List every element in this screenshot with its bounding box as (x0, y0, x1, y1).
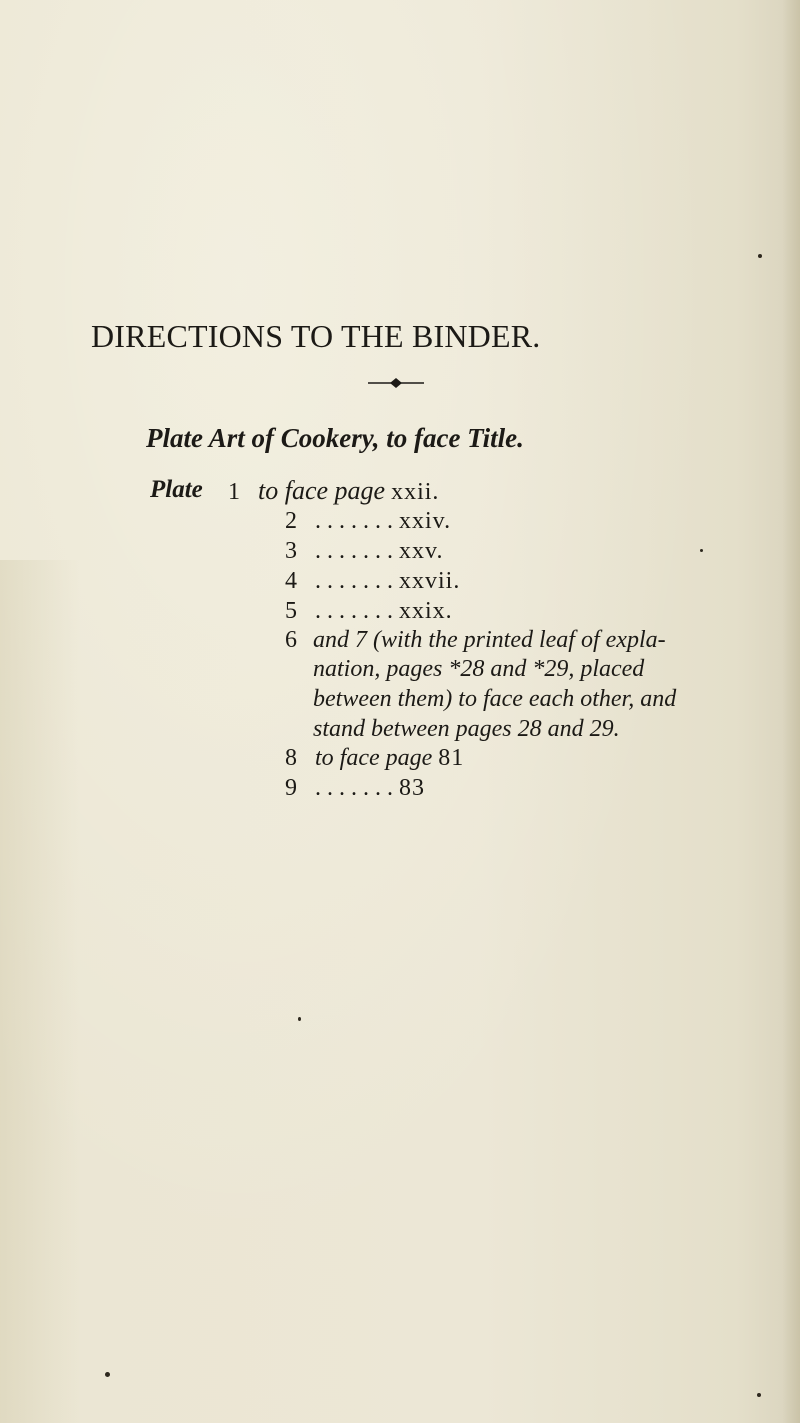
page-edge (782, 0, 800, 1423)
plate-row-3 (285, 538, 443, 565)
plate-number: 1 (228, 479, 240, 505)
plate-note-line-4: stand between pages 28 and 29. (313, 716, 620, 742)
plate-number: 2 (285, 508, 297, 534)
plate-number: 6 (285, 627, 297, 653)
plate-note-line-3: between them) to face each other, and (313, 686, 677, 712)
paper-speck (298, 1017, 301, 1021)
plate-row-8 (285, 745, 464, 772)
plate-leader: . . . . . . . (315, 598, 393, 624)
plate-page: xxix. (399, 598, 453, 624)
plate-row-6 (285, 627, 309, 654)
title-plate-line: Plate Art of Cookery, to face Title. (146, 423, 524, 453)
plate-leader: . . . . . . . (315, 775, 393, 801)
plate-number: 4 (285, 568, 297, 594)
plate-number: 3 (285, 538, 297, 564)
page-heading: DIRECTIONS TO THE BINDER. (91, 318, 541, 354)
plate-number: 5 (285, 598, 297, 624)
plate-number: 8 (285, 745, 297, 771)
plate-page: xxvii. (399, 568, 461, 594)
paper-speck (758, 254, 762, 258)
plate-direction: to face page (315, 745, 433, 771)
plate-page: xxii. (391, 479, 440, 505)
plate-row-2 (285, 508, 451, 535)
plate-leader: . . . . . . . (315, 568, 393, 594)
plate-direction: to face page (258, 476, 386, 505)
plate-leader: . . . . . . . (315, 538, 393, 564)
ornament-rule (366, 377, 426, 389)
plate-row-9 (285, 775, 425, 802)
paper-speck (700, 549, 703, 552)
plate-page: 83 (399, 775, 425, 801)
plate-row-5 (285, 598, 453, 625)
plate-number: 9 (285, 775, 297, 801)
plate-page: xxv. (399, 538, 444, 564)
plate-note-line-1: and 7 (with the printed leaf of expla- (313, 627, 666, 653)
paper-speck (105, 1372, 110, 1377)
plate-page: 81 (438, 745, 465, 771)
plate-label: Plate (150, 476, 203, 503)
plate-leader: . . . . . . . (315, 508, 393, 534)
plate-row-1 (228, 476, 439, 506)
page-shading (0, 560, 80, 1423)
plate-note-line-2: nation, pages *28 and *29, placed (313, 656, 645, 682)
paper-speck (757, 1393, 761, 1397)
plate-page: xxiv. (399, 508, 452, 534)
plate-row-4 (285, 568, 460, 595)
